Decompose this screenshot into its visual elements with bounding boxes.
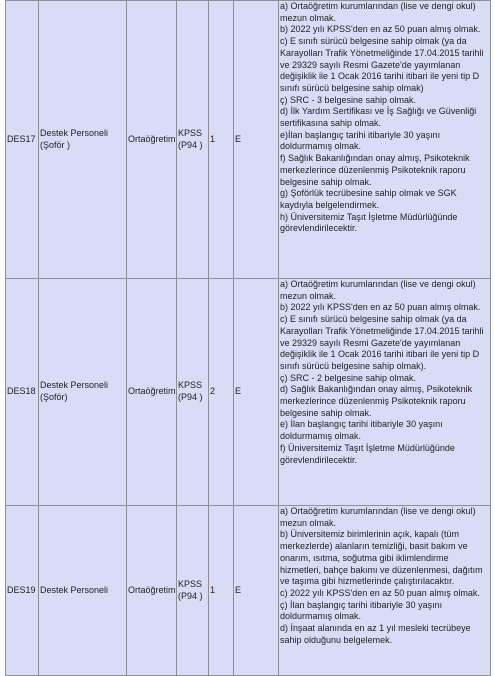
position-grade-cell (234, 1, 279, 279)
requirement-line: b) 2022 yılı KPSS'den en az 50 puan almış olmak. (280, 24, 481, 35)
requirement-line: f) Sağlık Bakanlığından onay almış, Psikoteknik (280, 153, 470, 164)
position-title-line: Destek Personeli (40, 380, 109, 391)
position-title-cell (39, 1, 127, 279)
education-level: Ortaöğretim (128, 133, 176, 144)
requirement-line: a) Ortaöğretim kurumlarından (lise ve dengi okul) (280, 506, 476, 516)
requirements-cell (279, 1, 491, 279)
requirement-line: doldurmamış olmak. (280, 611, 362, 622)
position-title-line: Destek Personeli (40, 127, 109, 138)
position-title-line: (Şoför ) (40, 139, 71, 150)
position-grade: E (235, 386, 242, 397)
education-level-cell (127, 1, 177, 279)
requirement-line: onarım, ısıtma, soğutma gibi iklimlendirme (280, 552, 449, 563)
position-code: DES18 (7, 386, 36, 397)
requirements-cell (279, 279, 491, 506)
requirement-line: mezun olmak. (280, 290, 337, 301)
kpss-score-type-line: (P94 ) (178, 392, 203, 402)
requirement-line: Karayolları Trafik Yönetmeliğinde 17.04.2015 tarihli (280, 325, 484, 336)
requirement-line: doldurmamış olmak. (280, 431, 362, 442)
kpss-score-type-line: KPSS (178, 578, 203, 589)
requirement-line: d) İnşaat alanında en az 1 yıl mesleki tecrübeye (280, 623, 471, 634)
requirement-line: mezun olmak. (280, 517, 337, 528)
requirement-line: ç) İlan başlangıç tarihi itibariyle 30 yaşını (280, 599, 443, 610)
position-count-cell (209, 506, 234, 676)
position-table (5, 0, 491, 676)
position-count: 2 (210, 386, 216, 397)
table-row (6, 1, 491, 279)
kpss-score-type-line: KPSS (178, 380, 203, 391)
requirement-line: görevlendirilecektir. (280, 223, 358, 234)
position-title-line: Destek Personeli (40, 584, 109, 595)
position-title-cell (39, 279, 127, 506)
requirement-line: görevlendirilecektir. (280, 454, 358, 465)
requirement-line: hizmetleri, bahçe bakımı ve düzenlenmesi, dağıtım (280, 564, 483, 575)
requirement-line: g) Şoförlük tecrübesine sahip olmak ve SGK (280, 188, 457, 199)
position-count-cell (209, 1, 234, 279)
requirement-line: belgesine sahip olmak. (280, 407, 372, 418)
requirement-line: ve 29329 sayılı Resmi Gazete'de yayımlanan (280, 337, 461, 348)
requirement-line: değişiklik ile 1 Ocak 2016 tarihi itibari ile yeni tip D (280, 71, 480, 82)
position-code-cell (6, 1, 39, 279)
education-level-cell (127, 506, 177, 676)
kpss-score-type-cell (177, 279, 209, 506)
requirement-line: ve 29329 sayılı Resmi Gazete'de yayımlanan (280, 59, 461, 70)
kpss-score-type-line: KPSS (178, 127, 203, 138)
requirement-line: sahip olduğunu belgelemek. (280, 634, 393, 645)
position-count-cell (209, 279, 234, 506)
requirements-cell (279, 506, 491, 676)
requirement-line: Karayolları Trafik Yönetmeliğinde 17.04.2015 tarihli (280, 47, 484, 58)
requirement-line: d) İlk Yardım Sertifikası ve İş Sağlığı ve Güvenliği (280, 106, 477, 117)
requirement-line: merkezlerde) alanların temizliği, basit bakım ve (280, 541, 468, 552)
requirement-line: e) İlan başlangıç tarihi itibariyle 30 yaşını (280, 419, 443, 430)
position-code-cell (6, 506, 39, 676)
kpss-score-type-line: (P94 ) (178, 590, 203, 601)
requirement-line: ç) SRC - 2 belgesine sahip olmak. (280, 372, 417, 383)
requirement-line: ç) SRC - 3 belgesine sahip olmak. (280, 94, 417, 105)
requirement-line: c) 2022 yılı KPSS'den en az 50 puan almış olmak. (280, 587, 480, 598)
position-grade-cell (234, 279, 279, 506)
position-title-line: (Şoför) (40, 392, 68, 402)
requirement-line: doldurmamış olmak. (280, 141, 362, 152)
table-body (6, 1, 491, 676)
requirement-line: merkezlerince düzenlenmiş Psikoteknik raporu (280, 396, 466, 407)
requirement-line: e)İlan başlangıç tarihi itibariyle 30 yaşını (280, 129, 441, 140)
position-code-cell (6, 279, 39, 506)
requirement-line: d) Sağlık Bakanlığından onay almış, Psikoteknik (280, 384, 473, 395)
requirement-line: değişiklik ile 1 Ocak 2016 tarihi itibari ile yeni tip D (280, 349, 480, 360)
requirement-line: sınıfı sürücü belgesine sahip olmak). (280, 360, 427, 371)
table-row (6, 279, 491, 506)
requirement-line: kaydıyla belgelendirmek. (280, 199, 380, 210)
position-grade: E (235, 584, 242, 595)
requirement-line: a) Ortaöğretim kurumlarından (lise ve dengi okul) (280, 279, 476, 289)
position-count: 1 (210, 133, 216, 144)
requirement-line: a) Ortaöğretim kurumlarından (lise ve dengi okul) (280, 1, 476, 11)
requirement-line: belgesine sahip olmak. (280, 176, 372, 187)
position-grade: E (235, 133, 242, 144)
requirement-line: merkezlerince düzenlenmiş Psikoteknik raporu (280, 164, 466, 175)
requirement-line: sınıfı sürücü belgesine sahip olmak) (280, 82, 424, 93)
requirement-line: f) Üniversitemiz Taşıt İşletme Müdürlüğünde (280, 442, 455, 453)
requirement-line: mezun olmak. (280, 12, 337, 23)
requirement-line: sertifikasına sahip olmak. (280, 118, 382, 129)
kpss-score-type-line: (P94 ) (178, 139, 203, 150)
position-code: DES17 (7, 133, 36, 144)
education-level-cell (127, 279, 177, 506)
position-grade-cell (234, 506, 279, 676)
requirement-line: b) 2022 yılı KPSS'den en az 50 puan almış olmak. (280, 302, 481, 313)
position-code: DES19 (7, 584, 36, 595)
requirement-line: c) E sınıfı sürücü belgesine sahip olmak (ya da (280, 36, 467, 47)
education-level: Ortaöğretim (128, 386, 176, 397)
requirement-line: b) Üniversitemiz birimlerinin açık, kapalı (tüm (280, 529, 460, 540)
education-level: Ortaöğretim (128, 584, 176, 595)
kpss-score-type-cell (177, 1, 209, 279)
position-count: 1 (210, 584, 216, 595)
requirement-line: h) Üniversitemiz Taşıt İşletme Müdürlüğünde (280, 211, 458, 222)
position-title-cell (39, 506, 127, 676)
requirement-line: ve taşıma gibi hizmetlerinde çalıştırılacaktır. (280, 576, 455, 587)
table-row (6, 506, 491, 676)
requirement-line: c) E sınıfı sürücü belgesine sahip olmak (ya da (280, 314, 467, 325)
kpss-score-type-cell (177, 506, 209, 676)
